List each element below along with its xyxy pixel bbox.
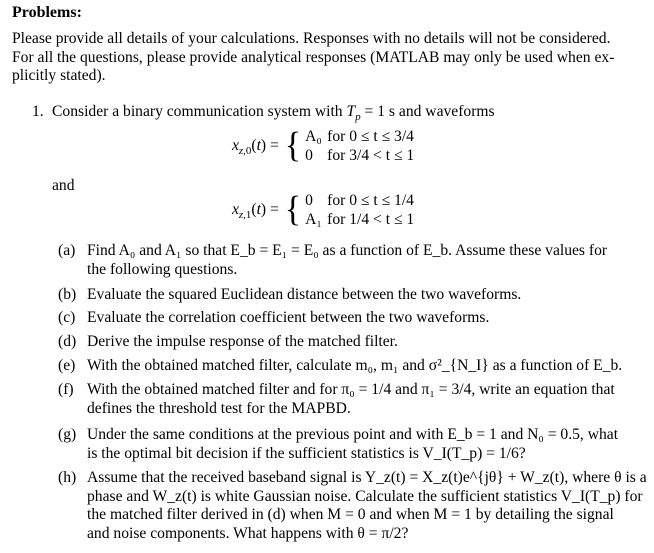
waveform-equation-0	[232, 127, 414, 165]
equation-lhs: $x_{z,1}(t)$ =	[232, 200, 279, 221]
and-text: and	[52, 177, 75, 194]
subquestion-line: Assume that the received baseband signal is Y_z(t) = X_z(t)e^{jθ} + W_z(t), where θ is a	[87, 469, 647, 486]
subquestion-line: Evaluate the squared Euclidean distance between the two waveforms.	[87, 286, 522, 303]
subquestion-body	[87, 469, 647, 543]
subquestion-body	[87, 333, 638, 352]
case-value: 0	[305, 192, 313, 209]
instructions-line: plicitly stated).	[12, 67, 106, 85]
subquestion-e	[58, 357, 638, 376]
case-value: A₁	[305, 211, 322, 228]
instructions-line: Please provide all details of your calculations. Responses with no details will not be considered.	[12, 30, 611, 47]
subquestion-line: defines the threshold test for the MAPBD.	[87, 399, 351, 417]
subquestion-line: Under the same conditions at the previous point and with E_b = 1 and N₀ = 0.5, what	[87, 426, 619, 443]
subquestion-line: the following questions.	[87, 260, 238, 278]
subquestion-body	[87, 242, 638, 279]
subquestion-line: phase and W_z(t) is white Gaussian noise. Calculate the sufficient statistics V_I(T_p) for	[87, 487, 643, 505]
subquestion-label: (d)	[58, 333, 77, 350]
subquestion-label: (g)	[58, 426, 77, 443]
subquestion-b	[58, 286, 638, 305]
subquestion-line: the matched filter derived in (d) when M = 0 and when M = 1 by detailing the signal	[87, 506, 614, 524]
case-condition: for 0 ≤ t ≤ 1/4	[327, 192, 414, 209]
case-condition: for 0 ≤ t ≤ 3/4	[327, 128, 414, 145]
subquestion-label: (e)	[58, 357, 76, 374]
subquestion-c	[58, 309, 638, 328]
equation-cases	[305, 127, 414, 165]
subquestion-h	[58, 469, 647, 543]
subquestion-line: With the obtained matched filter, calculate m₀, m₁ and σ²_{N_I} as a function of E_b.	[87, 357, 623, 374]
subquestion-line: Evaluate the correlation coefficient between the two waveforms.	[87, 309, 490, 326]
brace-glyph: {	[284, 126, 302, 165]
problems-heading: Problems:	[12, 4, 82, 21]
subquestion-label: (h)	[58, 469, 77, 486]
brace-glyph: {	[284, 190, 302, 229]
subquestion-line: With the obtained matched filter and for π₀ = 1/4 and π₁ = 3/4, write an equation that	[87, 381, 615, 398]
case-value: 0	[305, 147, 313, 164]
instructions-line: For all the questions, please provide analytical responses (MATLAB may only be used when ex-	[12, 48, 615, 66]
subquestion-line: Find A₀ and A₁ so that E_b = E₁ = E₀ as a function of E_b. Assume these values for	[87, 242, 608, 259]
subquestion-d	[58, 333, 638, 352]
subquestion-label: (f)	[58, 381, 74, 398]
subquestion-line: is the optimal bit decision if the sufficient statistics is V_I(T_p) = 1/6?	[87, 444, 526, 462]
equation-cases	[305, 191, 414, 229]
subquestion-line: Derive the impulse response of the matched filter.	[87, 333, 398, 350]
subquestion-label: (b)	[58, 286, 77, 303]
subquestion-body	[87, 286, 638, 305]
instructions-paragraph	[12, 30, 644, 86]
subquestion-body	[87, 381, 638, 418]
subquestion-f	[58, 381, 638, 418]
case-value: A₀	[305, 128, 322, 145]
subquestion-body	[87, 357, 638, 376]
question-text: Consider a binary communication system with $T_p = 1$ s and waveforms	[52, 103, 495, 124]
subquestion-g	[58, 426, 638, 463]
subquestion-body	[87, 426, 638, 463]
subquestion-body	[87, 309, 638, 328]
subquestion-label: (c)	[58, 309, 76, 326]
subquestion-line: and noise components. What happens with θ = π/2?	[87, 524, 409, 542]
equation-lhs: $x_{z,0}(t)$ =	[232, 136, 279, 157]
case-condition: for 1/4 < t ≤ 1	[327, 211, 415, 228]
subquestion-label: (a)	[58, 242, 76, 259]
question-number: 1.	[32, 103, 44, 120]
subquestion-a	[58, 242, 638, 279]
case-condition: for 3/4 < t ≤ 1	[327, 147, 415, 164]
waveform-equation-1	[232, 191, 414, 229]
